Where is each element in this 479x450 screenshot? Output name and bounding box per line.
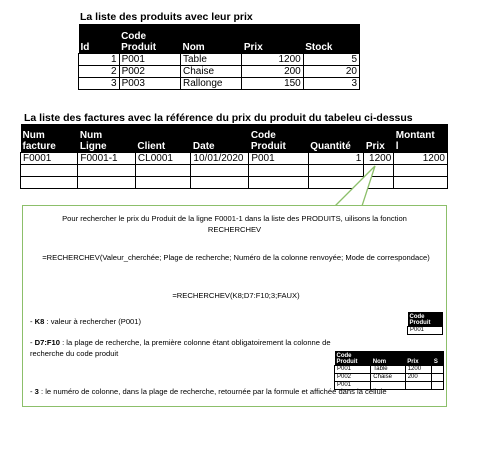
invoices-title: La liste des factures avec la référence du prix du produit du tabeleu ci-dessus bbox=[24, 112, 413, 124]
cell-empty[interactable] bbox=[191, 164, 249, 176]
cell-empty[interactable] bbox=[191, 176, 249, 188]
col-quantite: Quantité bbox=[308, 124, 364, 152]
cell-empty[interactable] bbox=[21, 164, 78, 176]
callout-column: - 3 : le numéro de colonne, dans la plage de recherche, retournée par la formule et affichée dans la cellule bbox=[30, 387, 387, 396]
cell-prix[interactable]: 150 bbox=[242, 77, 303, 89]
mini-table-code: Code Produit P001 bbox=[407, 312, 443, 335]
callout-box bbox=[22, 205, 447, 407]
col-id: Id bbox=[79, 24, 120, 53]
cell-code[interactable]: P002 bbox=[119, 65, 180, 77]
callout-syntax: =RECHERCHEV(Valeur_cherchée; Plage de recherche; Numéro de la colonne renvoyée; Mode de correspondace) bbox=[42, 253, 430, 262]
col-nom: Nom bbox=[180, 24, 241, 53]
cell-date[interactable]: 10/01/2020 bbox=[191, 152, 249, 164]
cell-id[interactable]: 1 bbox=[79, 53, 120, 65]
cell-code[interactable]: P001 bbox=[249, 152, 308, 164]
cell-montant[interactable]: 1200 bbox=[394, 152, 448, 164]
callout-pointer bbox=[320, 163, 390, 211]
callout-intro: Pour rechercher le prix du Produit de la ligne F0001-1 dans la liste des PRODUITS, uilisons la fonction RECHERCHEV bbox=[62, 214, 407, 234]
cell-id[interactable]: 3 bbox=[79, 77, 120, 89]
cell-ligne[interactable]: F0001-1 bbox=[78, 152, 136, 164]
product-row bbox=[79, 65, 360, 77]
col-code-produit: Code Produit bbox=[249, 124, 308, 152]
products-title: La liste des produits avec leur prix bbox=[80, 11, 253, 23]
cell-prix[interactable]: 1200 bbox=[242, 53, 303, 65]
cell-empty[interactable] bbox=[394, 164, 448, 176]
mini-table-range: Code Produit Nom Prix S P001 Table 1200 P002 Chaise 200 P001 bbox=[334, 351, 444, 390]
cell-prix[interactable]: 200 bbox=[242, 65, 303, 77]
col-client: Client bbox=[135, 124, 191, 152]
col-num-facture: Num facture bbox=[21, 124, 78, 152]
cell-empty[interactable] bbox=[135, 164, 191, 176]
col-prix: Prix bbox=[364, 124, 394, 152]
cell-nom[interactable]: Table bbox=[180, 53, 241, 65]
callout-k8: - K8 : valeur à rechercher (P001) bbox=[30, 317, 142, 326]
cell-facture[interactable]: F0001 bbox=[21, 152, 78, 164]
cell-stock[interactable]: 20 bbox=[303, 65, 359, 77]
cell-empty[interactable] bbox=[135, 176, 191, 188]
cell-empty[interactable] bbox=[21, 176, 78, 188]
cell-stock[interactable]: 3 bbox=[303, 77, 359, 89]
cell-nom[interactable]: Chaise bbox=[180, 65, 241, 77]
product-row bbox=[79, 77, 360, 89]
product-row bbox=[79, 53, 360, 65]
cell-empty[interactable] bbox=[78, 176, 136, 188]
col-code: Code Produit bbox=[119, 24, 180, 53]
callout-formula: =RECHERCHEV(K8;D7:F10;3;FAUX) bbox=[172, 291, 300, 300]
cell-empty[interactable] bbox=[249, 176, 308, 188]
col-stock: Stock bbox=[303, 24, 359, 53]
cell-empty[interactable] bbox=[249, 164, 308, 176]
cell-client[interactable]: CL0001 bbox=[135, 152, 191, 164]
products-table bbox=[78, 24, 360, 90]
cell-id[interactable]: 2 bbox=[79, 65, 120, 77]
cell-empty[interactable] bbox=[394, 176, 448, 188]
col-montant: Montant l bbox=[394, 124, 448, 152]
col-prix: Prix bbox=[242, 24, 303, 53]
cell-empty[interactable] bbox=[78, 164, 136, 176]
cell-quantite[interactable]: 1 bbox=[308, 152, 364, 164]
col-date: Date bbox=[191, 124, 249, 152]
cell-stock[interactable]: 5 bbox=[303, 53, 359, 65]
col-num-ligne: Num Ligne bbox=[78, 124, 136, 152]
cell-nom[interactable]: Rallonge bbox=[180, 77, 241, 89]
cell-prix[interactable]: 1200 bbox=[364, 152, 394, 164]
callout-range: - D7:F10 : la plage de recherche, la première colonne étant obligatoirement la colonne de recherche du code produit bbox=[30, 338, 331, 358]
cell-code[interactable]: P003 bbox=[119, 77, 180, 89]
cell-code[interactable]: P001 bbox=[119, 53, 180, 65]
